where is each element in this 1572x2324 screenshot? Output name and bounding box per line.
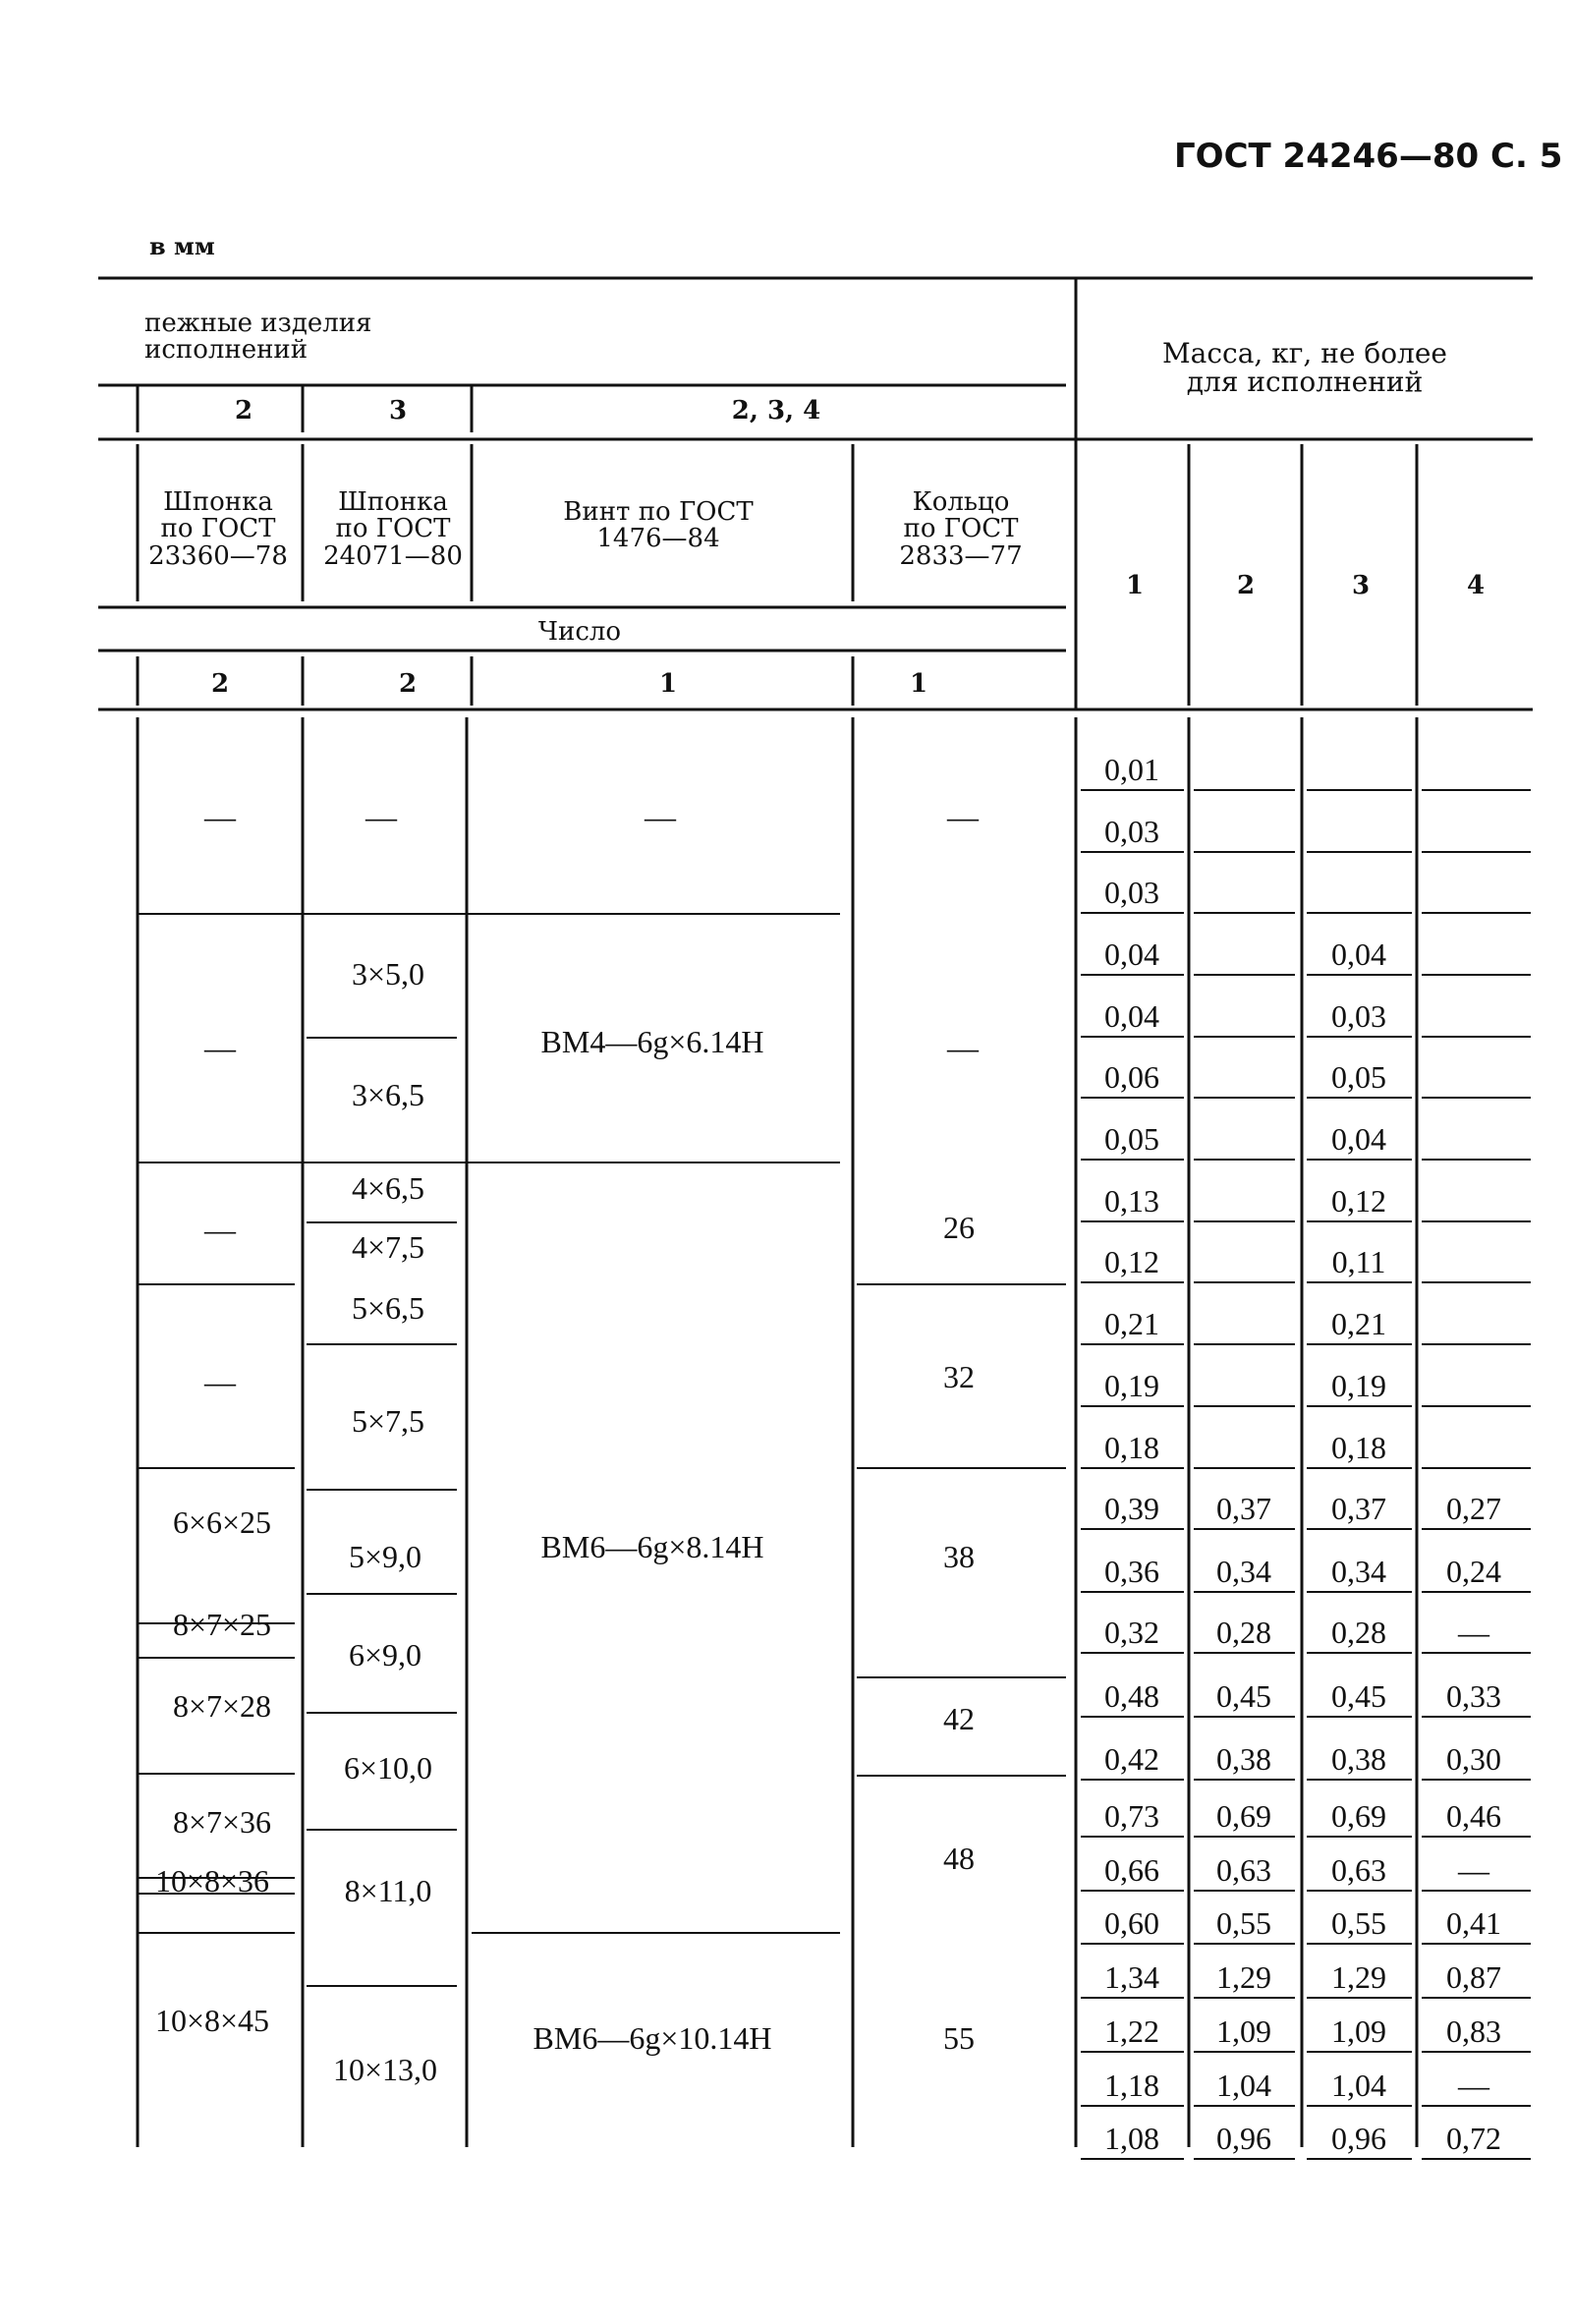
col-header-line: Шпонка [163,487,273,517]
empty-cell-dash: — [204,1212,236,1247]
mass-cell: 0,21 [1104,1306,1159,1341]
ring-cell: 42 [943,1701,975,1736]
mass-cell: 0,66 [1104,1852,1159,1888]
mass-cell: 0,45 [1216,1678,1271,1714]
empty-cell-dash: — [204,799,236,834]
ring-cell: 38 [943,1539,975,1574]
mass-cell: 0,19 [1104,1368,1159,1403]
key-23360-cell: 8×7×36 [172,1804,272,1840]
mass-cell: 0,34 [1331,1554,1386,1589]
mass-cell: — [1458,1615,1489,1650]
mass-cell: 0,28 [1216,1615,1271,1650]
mass-cell: 0,72 [1446,2121,1501,2156]
col-header-line: 2833—77 [899,540,1023,571]
mass-cell: 0,96 [1331,2121,1386,2156]
count-col1: 2 [210,669,230,699]
mass-cell: 1,29 [1216,1959,1271,1995]
col-header-line: 23360—78 [148,540,288,571]
key-23360-cell: 6×6×25 [172,1504,272,1540]
mass-title [1162,339,1447,397]
col-header-line: Шпонка [338,487,448,517]
key-24071-cell: 5×6,5 [351,1290,425,1326]
mass-cell: 0,32 [1104,1615,1159,1650]
col-header-line: по ГОСТ [335,514,451,544]
empty-cell-dash: — [204,1030,236,1065]
group-title-line1: пежные изделия [144,309,372,338]
key-23360-cell: 10×8×45 [154,2003,270,2038]
mass-title-line1: Масса, кг, не более [1162,337,1447,369]
mass-cell: 0,96 [1216,2121,1271,2156]
ring-cell: 48 [943,1841,975,1876]
mass-cell: 0,18 [1104,1430,1159,1465]
mass-cell: 0,46 [1446,1798,1501,1834]
mass-cell: 0,04 [1104,998,1159,1034]
mass-cell: 0,03 [1104,875,1159,910]
mass-cell: 1,22 [1104,2013,1159,2049]
key-24071-cell: 10×13,0 [332,2052,438,2087]
key-24071-cell: 4×7,5 [351,1229,425,1265]
mass-cell: 0,34 [1216,1554,1271,1589]
mass-cell: 0,39 [1104,1491,1159,1526]
mass-cell: 0,04 [1331,1121,1386,1157]
mass-cell: 0,73 [1104,1798,1159,1834]
mass-cell: — [1458,2068,1489,2103]
variant-label-3: 3 [388,396,408,425]
empty-cell-dash: — [365,799,397,834]
count-col4: 1 [909,669,928,699]
empty-cell-dash: — [645,799,676,834]
mass-cell: 0,45 [1331,1678,1386,1714]
key-23360-cell: 10×8×36 [154,1863,270,1899]
empty-cell-dash: — [947,799,979,834]
col-header-line: 1476—84 [596,524,720,554]
mass-cell: 0,60 [1104,1905,1159,1941]
mass-cell: 0,38 [1216,1741,1271,1777]
mass-cell: 0,30 [1446,1741,1501,1777]
mass-cell: 0,11 [1331,1244,1386,1279]
group-title [144,311,371,365]
mass-cell: 0,55 [1331,1905,1386,1941]
mass-cell: 0,69 [1216,1798,1271,1834]
mass-cell: 0,19 [1331,1368,1386,1403]
count-col2: 2 [398,669,418,699]
col-header-koltso [899,489,1022,570]
mass-cell: 0,05 [1104,1121,1159,1157]
mass-cell: 0,37 [1216,1491,1271,1526]
mass-col-1: 1 [1125,571,1145,600]
mass-cell: 0,69 [1331,1798,1386,1834]
ring-cell: 26 [943,1210,975,1245]
variant-label-2: 2 [234,396,253,425]
mass-cell: 0,12 [1331,1183,1386,1219]
mass-cell: 0,03 [1331,998,1386,1034]
screw-cell: ВМ6—6g×8.14H [540,1529,764,1564]
mass-cell: 0,27 [1446,1491,1501,1526]
mass-cell: 1,04 [1216,2068,1271,2103]
mass-cell: 0,04 [1104,936,1159,972]
mass-cell: 0,63 [1331,1852,1386,1888]
key-24071-cell: 3×5,0 [351,956,425,992]
key-24071-cell: 6×9,0 [348,1637,422,1672]
mass-cell: 1,29 [1331,1959,1386,1995]
key-24071-cell: 5×9,0 [348,1539,422,1574]
mass-cell: 0,06 [1104,1059,1159,1095]
col-header-line: 24071—80 [323,540,463,571]
mass-cell: 0,21 [1331,1306,1386,1341]
mass-cell: 0,63 [1216,1852,1271,1888]
count-label: Число [537,617,622,647]
count-col3: 1 [658,669,678,699]
col-header-shponka-24071 [323,489,463,570]
empty-cell-dash: — [947,1030,979,1065]
mass-cell: 0,48 [1104,1678,1159,1714]
empty-cell-dash: — [204,1364,236,1399]
mass-cell: 0,42 [1104,1741,1159,1777]
mass-cell: 0,36 [1104,1554,1159,1589]
col-header-line: по ГОСТ [160,514,276,544]
mass-cell: 0,05 [1331,1059,1386,1095]
mass-cell: 0,83 [1446,2013,1501,2049]
col-header-line: по ГОСТ [903,514,1019,544]
mass-cell: 1,08 [1104,2121,1159,2156]
units-note: в мм [149,232,215,260]
page-header: ГОСТ 24246—80 С. 5 [1174,137,1563,176]
mass-cell: 0,55 [1216,1905,1271,1941]
key-23360-cell: 8×7×28 [172,1688,272,1724]
mass-cell: 0,04 [1331,936,1386,972]
screw-cell: ВМ4—6g×6.14H [540,1024,764,1059]
key-24071-cell: 5×7,5 [351,1403,425,1439]
key-24071-cell: 3×6,5 [351,1077,425,1112]
key-24071-cell: 4×6,5 [351,1170,425,1206]
key-24071-cell: 6×10,0 [343,1750,433,1786]
mass-title-line2: для исполнений [1186,366,1424,399]
mass-cell: 1,09 [1331,2013,1386,2049]
mass-cell: 1,09 [1216,2013,1271,2049]
col-header-shponka-23360 [148,489,288,570]
mass-cell: 1,04 [1331,2068,1386,2103]
mass-cell: 0,87 [1446,1959,1501,1995]
mass-cell: 1,18 [1104,2068,1159,2103]
mass-cell: 0,24 [1446,1554,1501,1589]
mass-col-3: 3 [1351,571,1371,600]
col-header-line: Кольцо [912,487,1010,517]
key-24071-cell: 8×11,0 [344,1873,432,1908]
group-title-line2: исполнений [144,335,309,366]
mass-cell: 0,41 [1446,1905,1501,1941]
mass-cell: 0,38 [1331,1741,1386,1777]
mass-cell: 1,34 [1104,1959,1159,1995]
ring-cell: 32 [943,1359,975,1394]
mass-cell: 0,37 [1331,1491,1386,1526]
mass-cell: 0,33 [1446,1678,1501,1714]
mass-cell: 0,12 [1104,1244,1159,1279]
mass-col-2: 2 [1236,571,1256,600]
variant-label-234: 2, 3, 4 [731,396,821,425]
mass-cell: 0,18 [1331,1430,1386,1465]
mass-cell: 0,13 [1104,1183,1159,1219]
mass-col-4: 4 [1466,571,1486,600]
mass-cell: 0,03 [1104,814,1159,849]
mass-cell: 0,01 [1104,752,1159,787]
key-23360-cell: 8×7×25 [172,1607,272,1642]
ring-cell: 55 [943,2020,975,2056]
screw-cell: ВМ6—6g×10.14H [533,2020,772,2056]
mass-cell: — [1458,1852,1489,1888]
col-header-line: Винт по ГОСТ [563,497,754,527]
mass-cell: 0,28 [1331,1615,1386,1650]
col-header-vint [563,499,753,553]
